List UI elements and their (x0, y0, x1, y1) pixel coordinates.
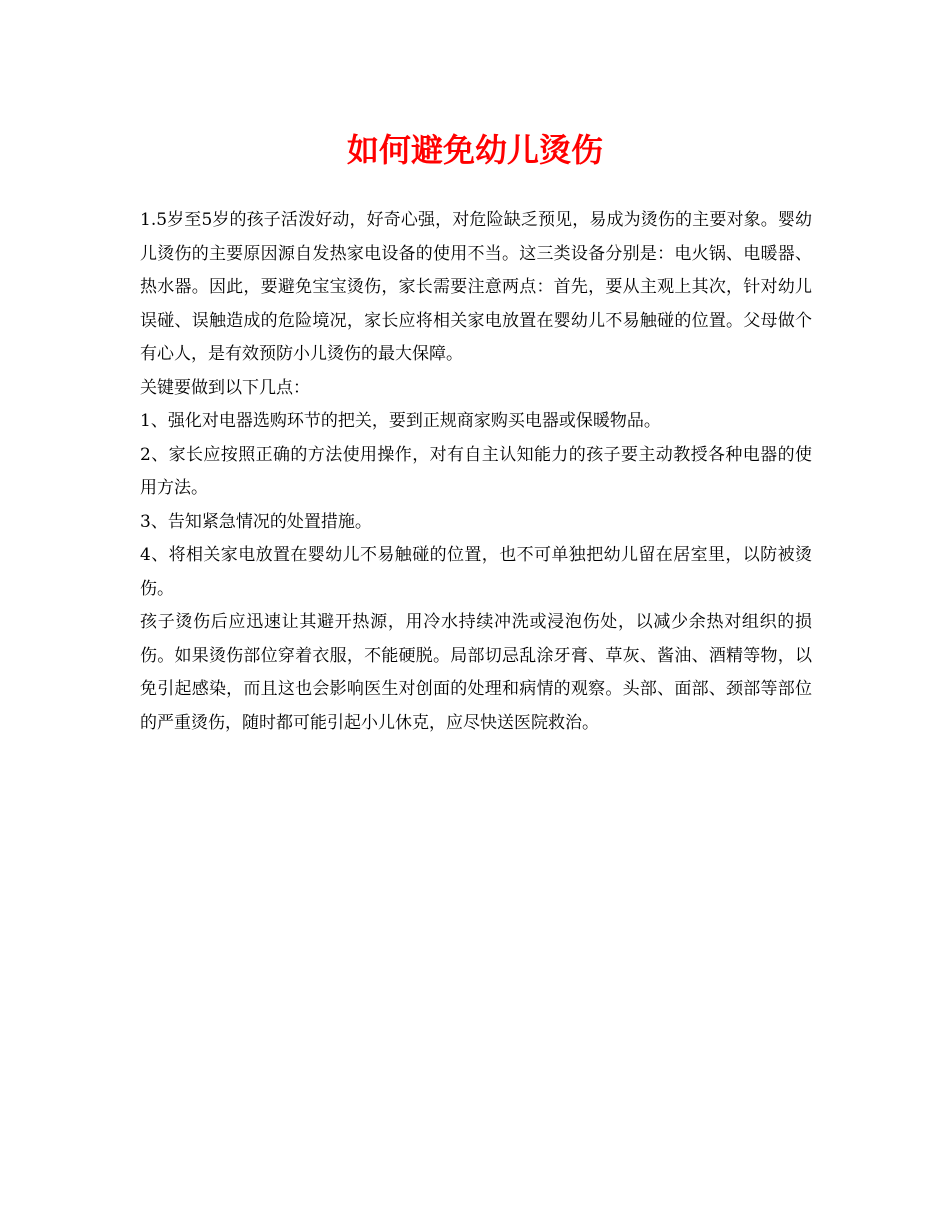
paragraph-first-aid: 孩子烫伤后应迅速让其避开热源，用冷水持续冲洗或浸泡伤处，以减少余热对组织的损伤。如果烫伤部位穿着衣服，不能硬脱。局部切忌乱涂牙膏、草灰、酱油、酒精等物，以免引起感染，而且这也会影响医生对创面的处理和病情的观察。头部、面部、颈部等部位的严重烫伤，随时都可能引起小儿休克，应尽快送医院救治。 (140, 612, 812, 733)
document-title: 如何避免幼儿烫伤 (346, 131, 603, 169)
document-body (140, 204, 812, 740)
paragraph-point-2: 2、家长应按照正确的方法使用操作，对有自主认知能力的孩子要主动教授各种电器的使用方法。 (140, 444, 812, 498)
paragraph-point-4: 4、将相关家电放置在婴幼儿不易触碰的位置，也不可单独把幼儿留在居室里，以防被烫伤。 (140, 545, 812, 599)
paragraph-intro: 1.5岁至5岁的孩子活泼好动，好奇心强，对危险缺乏预见，易成为烫伤的主要对象。婴幼儿烫伤的主要原因源自发热家电设备的使用不当。这三类设备分别是：电火锅、电暖器、热水器。因此，要避免宝宝烫伤，家长需要注意两点：首先，要从主观上其次，针对幼儿误碰、误触造成的危险境况，家长应将相关家电放置在婴幼儿不易触碰的位置。父母做个有心人，是有效预防小儿烫伤的最大保障。 (140, 210, 812, 364)
paragraph-point-1: 1、强化对电器选购环节的把关，要到正规商家购买电器或保暖物品。 (140, 411, 661, 431)
paragraph-point-3: 3、告知紧急情况的处置措施。 (140, 511, 372, 532)
paragraph-key-points-heading: 关键要做到以下几点： (140, 377, 310, 398)
